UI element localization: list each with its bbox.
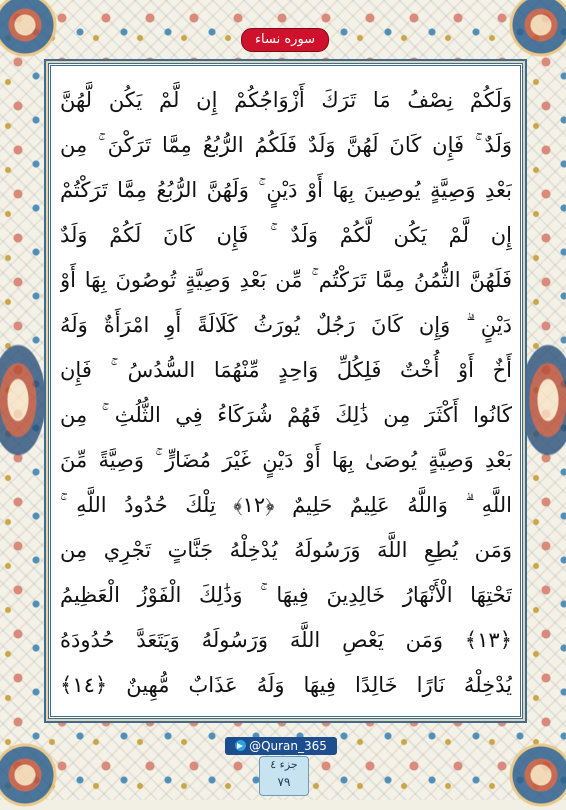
channel-handle: @Quran_365 — [249, 739, 327, 753]
verse-line: دَيْنٍ ۗ وَإِن كَانَ رَجُلٌ يُورَثُ كَلَالَةً أَوِ امْرَأَةٌ وَلَهُ — [60, 313, 512, 337]
verse-line: إِن لَّمْ يَكُن لَّكُمْ وَلَدٌ ۚ فَإِن كَانَ لَكُمْ وَلَدٌ — [60, 223, 512, 247]
juz-label: جزء ٤ — [270, 758, 298, 771]
verse-line: بَعْدِ وَصِيَّةٍ يُوصِينَ بِهَا أَوْ دَيْنٍ ۚ وَلَهُنَّ الرُّبُعُ مِمَّا تَرَكْتُمْ — [60, 178, 512, 202]
verse-line: ﴿١٣﴾ وَمَن يَعْصِ اللَّهَ وَرَسُولَهُ وَيَتَعَدَّ حُدُودَهُ — [60, 628, 512, 652]
verse-text-block — [60, 78, 512, 710]
verse-line: وَمَن يُطِعِ اللَّهَ وَرَسُولَهُ يُدْخِلْهُ جَنَّاتٍ تَجْرِي مِن — [60, 538, 512, 562]
verse-line: كَانُوا أَكْثَرَ مِن ذَٰلِكَ فَهُمْ شُرَكَاءُ فِي الثُّلُثِ ۚ مِن — [60, 403, 512, 427]
page-info-box — [259, 756, 309, 796]
verse-line: اللَّهِ ۗ وَاللَّهُ عَلِيمٌ حَلِيمٌ ﴿١٢﴾ تِلْكَ حُدُودُ اللَّهِ ۚ — [60, 493, 512, 517]
verse-line: بَعْدِ وَصِيَّةٍ يُوصَىٰ بِهَا أَوْ دَيْنٍ غَيْرَ مُضَارٍّ ۚ وَصِيَّةً مِّنَ — [60, 448, 512, 472]
telegram-icon — [235, 740, 246, 751]
corner-ornament — [0, 0, 60, 60]
page-number: ٧٩ — [277, 775, 291, 789]
side-medallion — [518, 340, 566, 460]
corner-ornament — [506, 0, 566, 60]
verse-line: يُدْخِلْهُ نَارًا خَالِدًا فِيهَا وَلَهُ عَذَابٌ مُّهِينٌ ﴿١٤﴾ — [60, 673, 512, 697]
verse-line: وَلَكُمْ نِصْفُ مَا تَرَكَ أَزْوَاجُكُمْ إِن لَّمْ يَكُن لَّهُنَّ — [60, 88, 512, 112]
side-medallion — [0, 340, 48, 460]
verse-line: تَحْتِهَا الْأَنْهَارُ خَالِدِينَ فِيهَا ۚ وَذَٰلِكَ الْفَوْزُ الْعَظِيمُ — [60, 583, 512, 607]
surah-title-badge: سوره نساء — [241, 28, 329, 52]
verse-line: أَخٌ أَوْ أُخْتٌ فَلِكُلِّ وَاحِدٍ مِّنْهُمَا السُّدُسُ ۚ فَإِن — [60, 358, 512, 382]
verse-line: وَلَدٌ ۚ فَإِن كَانَ لَهُنَّ وَلَدٌ فَلَكُمُ الرُّبُعُ مِمَّا تَرَكْنَ ۚ مِن — [60, 133, 512, 157]
channel-link[interactable] — [225, 737, 337, 755]
verse-line: فَلَهُنَّ الثُّمُنُ مِمَّا تَرَكْتُم ۚ مِّن بَعْدِ وَصِيَّةٍ تُوصُونَ بِهَا أَوْ — [60, 268, 512, 292]
